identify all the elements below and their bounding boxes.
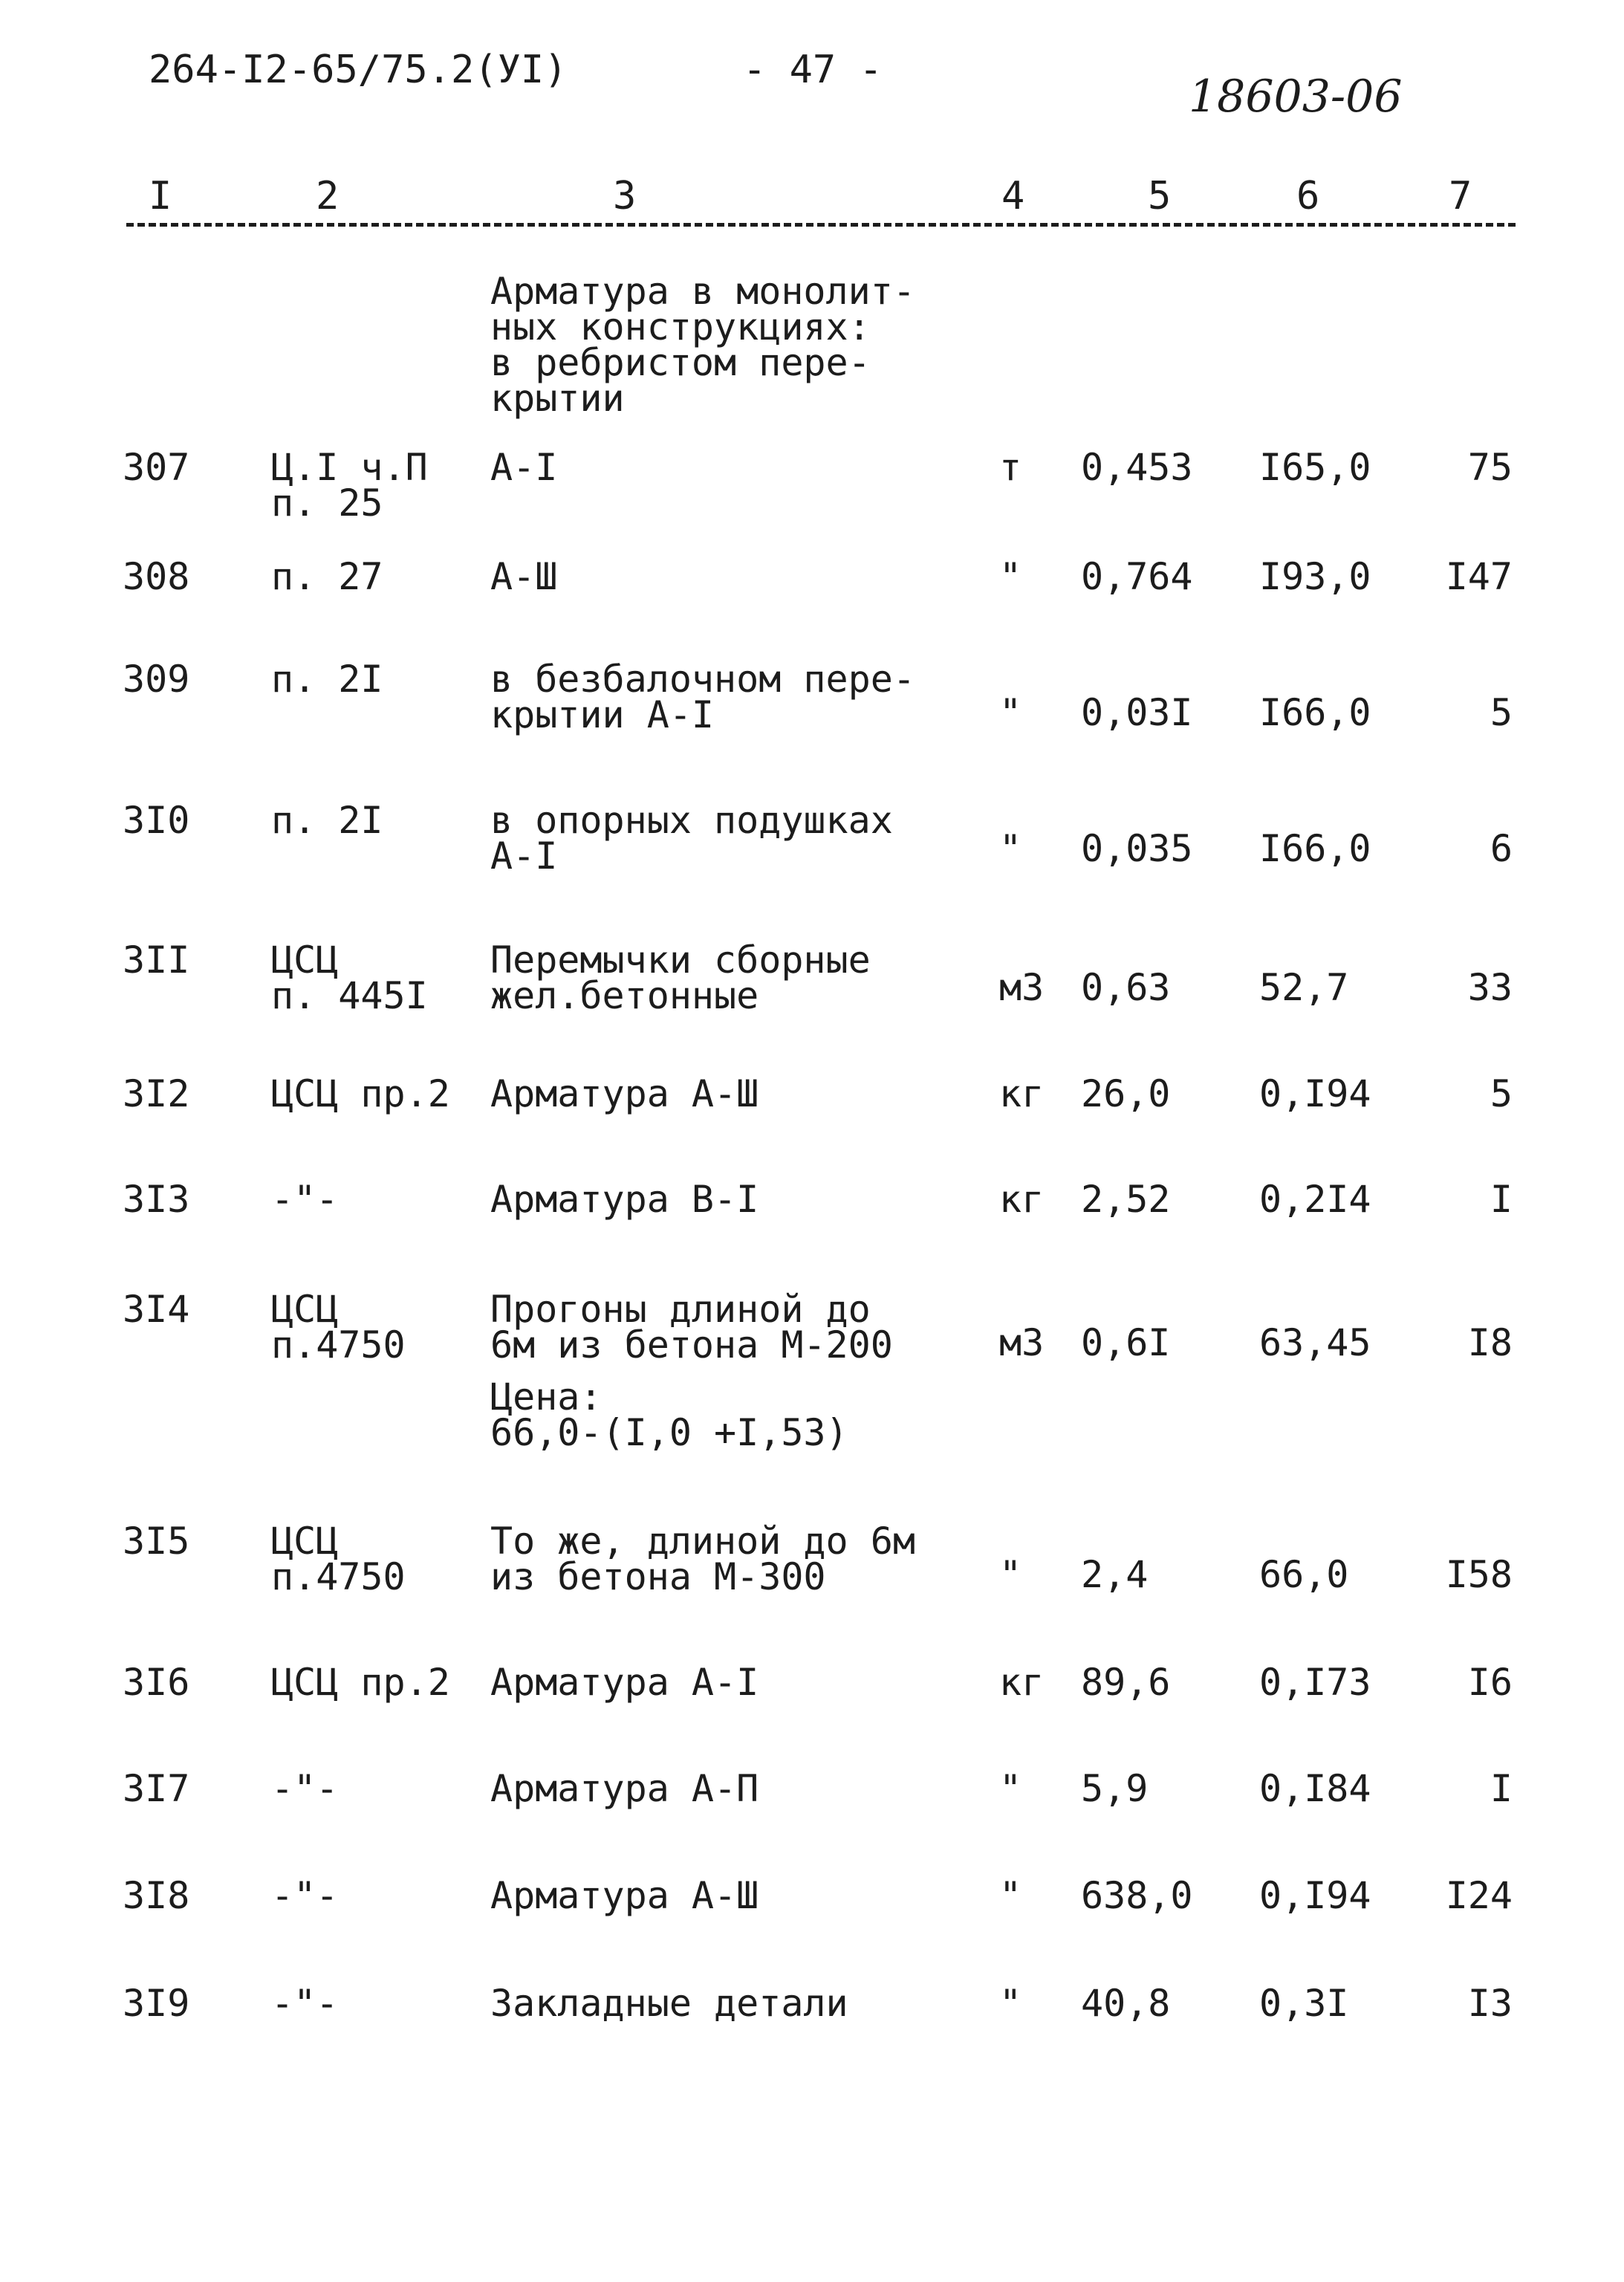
- row-unit-price: 0,3I: [1259, 1982, 1349, 2025]
- row-price-note: Цена: 66,0-(I,0 +I,53): [490, 1375, 848, 1454]
- row-reference: п. 2I: [271, 658, 383, 701]
- row-reference: ЦСЦ п.4750: [271, 1288, 406, 1367]
- row-number: 3II: [123, 939, 190, 982]
- row-unit: ": [999, 1874, 1022, 1917]
- row-total: 5: [1490, 1072, 1513, 1115]
- row-quantity: 0,035: [1081, 827, 1193, 870]
- row-unit: т: [999, 446, 1022, 489]
- row-number: 3I4: [123, 1288, 190, 1331]
- row-reference: ЦСЦ п. 445I: [271, 939, 428, 1017]
- column-number-6: 6: [1296, 174, 1320, 218]
- row-number: 3I5: [123, 1520, 190, 1563]
- row-quantity: 26,0: [1081, 1072, 1171, 1115]
- row-reference: ЦСЦ пр.2: [271, 1661, 450, 1704]
- row-quantity: 40,8: [1081, 1982, 1171, 2025]
- row-total: I24: [1445, 1874, 1513, 1917]
- row-description: А-I: [490, 446, 558, 489]
- row-quantity: 89,6: [1081, 1661, 1171, 1704]
- row-total: I47: [1445, 555, 1513, 598]
- row-unit: м3: [999, 966, 1045, 1009]
- row-description: Арматура А-Ш: [490, 1874, 759, 1917]
- row-unit: ": [999, 827, 1022, 870]
- row-unit: ": [999, 691, 1022, 734]
- column-number-4: 4: [1001, 174, 1025, 218]
- row-unit-price: 66,0: [1259, 1553, 1349, 1596]
- row-quantity: 0,764: [1081, 555, 1193, 598]
- row-description: Арматура А-П: [490, 1767, 759, 1810]
- row-quantity: 0,03I: [1081, 691, 1193, 734]
- row-description: в опорных подушках А-I: [490, 799, 893, 878]
- row-number: 3I0: [123, 799, 190, 842]
- column-number-2: 2: [316, 174, 340, 218]
- row-number: 308: [123, 555, 190, 598]
- section-title: Арматура в монолит- ных конструкциях: в ребристом пере- крытии: [490, 270, 915, 420]
- header-divider: [126, 223, 1516, 227]
- row-reference: -"-: [271, 1874, 339, 1917]
- row-unit: м3: [999, 1321, 1045, 1364]
- row-unit-price: 0,I94: [1259, 1874, 1371, 1917]
- document-code: 264-I2-65/75.2(УI): [149, 48, 568, 92]
- row-number: 3I9: [123, 1982, 190, 2025]
- row-reference: ЦСЦ пр.2: [271, 1072, 450, 1115]
- row-description: Прогоны длиной до 6м из бетона М-200: [490, 1288, 893, 1367]
- row-unit-price: 0,I94: [1259, 1072, 1371, 1115]
- row-total: I: [1490, 1178, 1513, 1221]
- row-description: Перемычки сборные жел.бетонные: [490, 939, 871, 1017]
- row-unit-price: I93,0: [1259, 555, 1371, 598]
- row-description: Арматура А-Ш: [490, 1072, 759, 1115]
- row-description: Закладные детали: [490, 1982, 848, 2025]
- row-reference: Ц.I ч.П п. 25: [271, 446, 428, 525]
- row-description: Арматура А-I: [490, 1661, 759, 1704]
- row-number: 3I7: [123, 1767, 190, 1810]
- row-reference: -"-: [271, 1178, 339, 1221]
- row-unit-price: I66,0: [1259, 691, 1371, 734]
- row-unit-price: 0,2I4: [1259, 1178, 1371, 1221]
- row-reference: ЦСЦ п.4750: [271, 1520, 406, 1598]
- row-reference: п. 2I: [271, 799, 383, 842]
- row-unit-price: 52,7: [1259, 966, 1349, 1009]
- row-reference: -"-: [271, 1982, 339, 2025]
- row-quantity: 638,0: [1081, 1874, 1193, 1917]
- row-number: 3I2: [123, 1072, 190, 1115]
- row-description: в безбалочном пере- крытии А-I: [490, 658, 915, 736]
- row-number: 3I6: [123, 1661, 190, 1704]
- row-total: I58: [1445, 1553, 1513, 1596]
- row-total: I8: [1467, 1321, 1513, 1364]
- row-quantity: 5,9: [1081, 1767, 1149, 1810]
- row-unit: ": [999, 1982, 1022, 2025]
- row-number: 3I8: [123, 1874, 190, 1917]
- row-number: 309: [123, 658, 190, 701]
- row-total: 6: [1490, 827, 1513, 870]
- row-total: 33: [1467, 966, 1513, 1009]
- row-quantity: 2,4: [1081, 1553, 1149, 1596]
- row-unit: кг: [999, 1072, 1045, 1115]
- row-unit-price: I66,0: [1259, 827, 1371, 870]
- row-unit: ": [999, 1767, 1022, 1810]
- row-reference: -"-: [271, 1767, 339, 1810]
- row-total: 75: [1467, 446, 1513, 489]
- column-number-3: 3: [613, 174, 637, 218]
- row-quantity: 2,52: [1081, 1178, 1171, 1221]
- archive-stamp-number: 18603-06: [1189, 71, 1403, 123]
- column-number-1: I: [149, 174, 172, 218]
- row-quantity: 0,6I: [1081, 1321, 1171, 1364]
- row-total: I: [1490, 1767, 1513, 1810]
- row-unit-price: 63,45: [1259, 1321, 1371, 1364]
- row-number: 307: [123, 446, 190, 489]
- row-description: Арматура В-I: [490, 1178, 759, 1221]
- row-unit: кг: [999, 1178, 1045, 1221]
- page-number: - 47 -: [743, 48, 883, 92]
- row-total: I6: [1467, 1661, 1513, 1704]
- row-description: А-Ш: [490, 555, 558, 598]
- row-number: 3I3: [123, 1178, 190, 1221]
- column-number-5: 5: [1148, 174, 1172, 218]
- row-description: То же, длиной до 6м из бетона М-300: [490, 1520, 915, 1598]
- row-unit-price: I65,0: [1259, 446, 1371, 489]
- row-quantity: 0,63: [1081, 966, 1171, 1009]
- row-reference: п. 27: [271, 555, 383, 598]
- row-total: I3: [1467, 1982, 1513, 2025]
- row-unit-price: 0,I73: [1259, 1661, 1371, 1704]
- row-unit: ": [999, 555, 1022, 598]
- row-unit: кг: [999, 1661, 1045, 1704]
- row-unit: ": [999, 1553, 1022, 1596]
- column-number-7: 7: [1449, 174, 1472, 218]
- row-unit-price: 0,I84: [1259, 1767, 1371, 1810]
- row-total: 5: [1490, 691, 1513, 734]
- row-quantity: 0,453: [1081, 446, 1193, 489]
